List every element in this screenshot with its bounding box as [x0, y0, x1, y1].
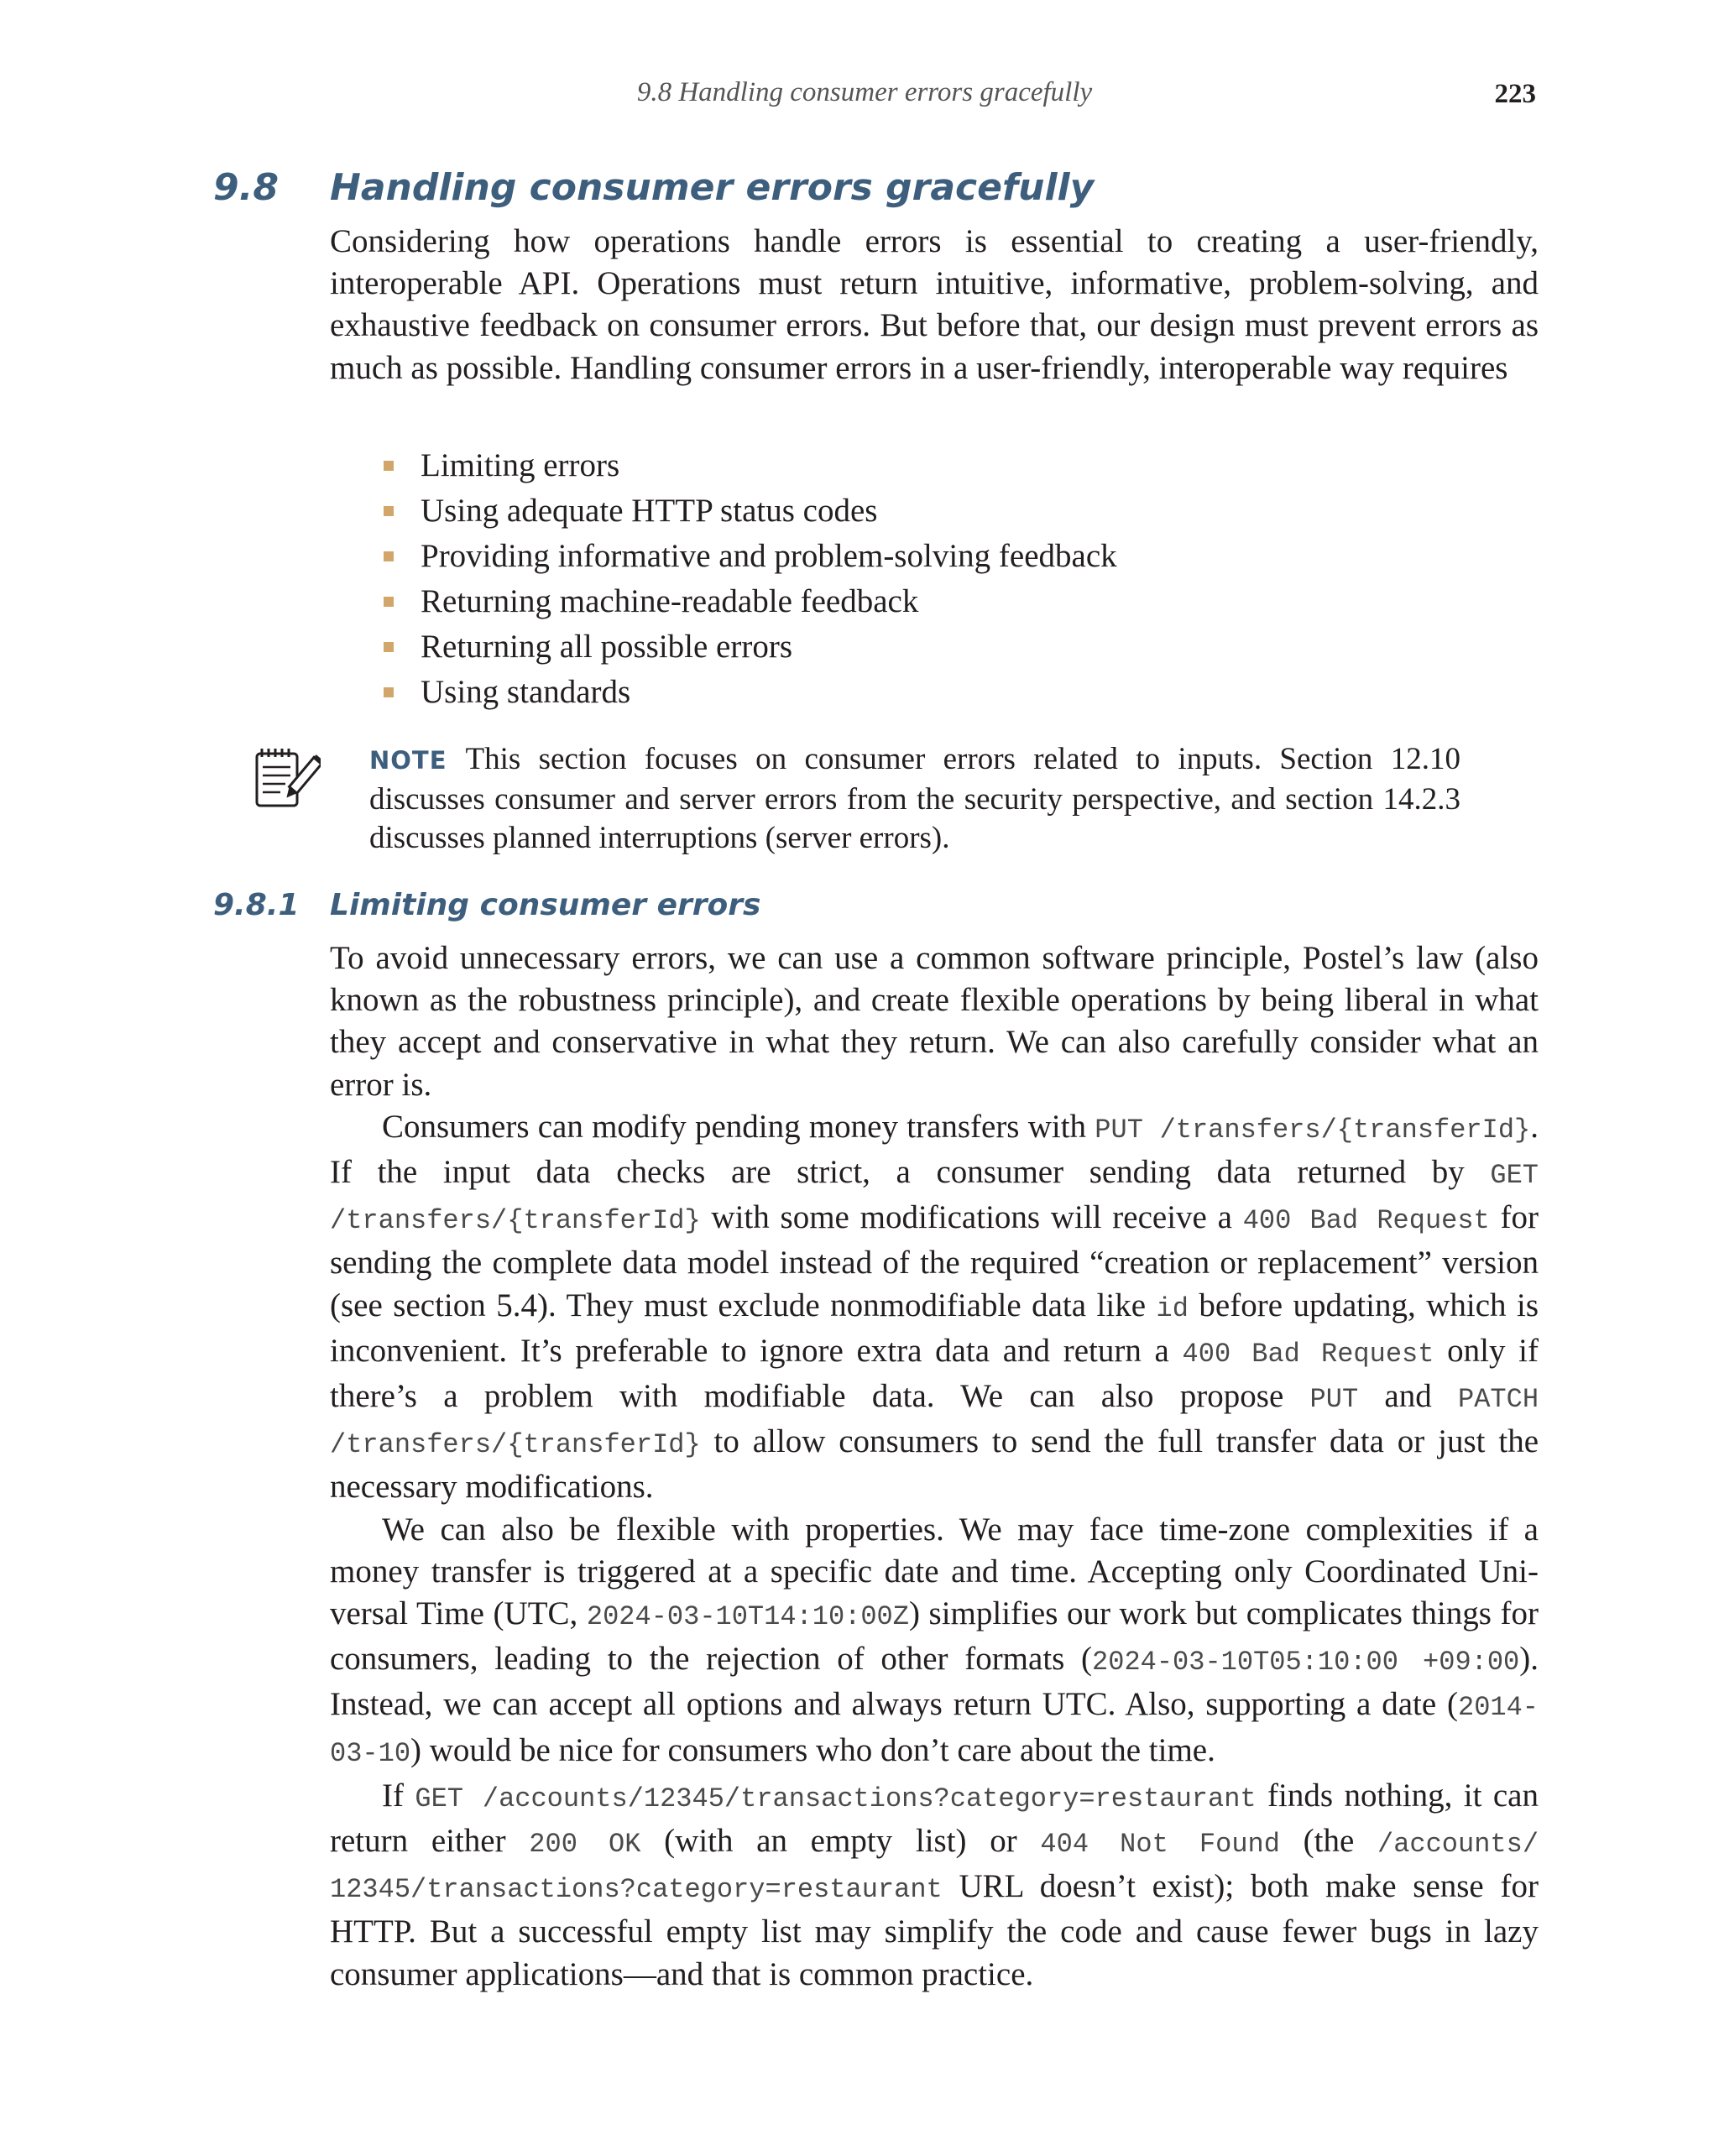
notepad-pencil-icon	[252, 744, 321, 812]
requirements-list	[375, 443, 1117, 715]
note-label: NOTE	[369, 746, 447, 775]
list-item: Limiting errors	[375, 443, 1117, 488]
list-item: Using standards	[375, 670, 1117, 715]
paragraph-put-transfers: Consumers can modify pending money transfers with PUT /transfers/{transferId}. If the input data checks are strict, a consumer sending data returned by GET /transfers/{transferId} with some modifications will receive a 400 Bad Request for sending the complete data model instead of the required “creation or replacement” version (see section 5.4). They must exclude nonmodifiable data like id before updating, which is inconvenient. It’s preferable to ignore extra data and return a 400 Bad Request only if there’s a problem with modifiable data. We can also propose PUT and PATCH /transfers/{transferId} to allow consumers to send the full transfer data or just the necessary modifications.	[330, 1108, 1539, 1506]
bullet-square-icon	[384, 687, 394, 697]
section-number: 9.8	[213, 166, 279, 209]
paragraph-postels-law: To avoid unnecessary errors, we can use a common software principle, Postel’s law (also known as the robustness principle), and create flexible operations by being liberal in what they accept and conservative in what they return. We can also carefully consider what an error is.	[330, 940, 1539, 1103]
bullet-square-icon	[384, 461, 394, 471]
page-number: 223	[1494, 79, 1536, 109]
list-item: Returning all possible errors	[375, 624, 1117, 670]
list-item: Returning machine-readable feedback	[375, 579, 1117, 624]
bullet-square-icon	[384, 597, 394, 607]
subsection-title: Limiting consumer errors	[330, 888, 761, 922]
bullet-square-icon	[384, 642, 394, 652]
subsection-number: 9.8.1	[213, 888, 300, 922]
running-head: 9.8 Handling consumer errors gracefully	[636, 77, 1093, 107]
note-text: This section focuses on consumer errors related to inputs. Section 12.10 discusses consumer and server errors from the security perspective, and section 14.2.3 discusses planned interruptions (server errors).	[369, 742, 1460, 855]
section-title: Handling consumer errors gracefully	[330, 166, 1095, 209]
subsection-body	[330, 937, 1539, 1996]
section-intro	[330, 221, 1539, 389]
list-item: Using adequate HTTP status codes	[375, 488, 1117, 534]
intro-paragraph: Considering how operations handle errors is essential to creating a user-friendly, interoperable API. Operations must return intuitive, informative, problem-solving, and exhaustive feedback on consumer errors. But before that, our design must prevent errors as much as possible. Handling consumer errors in a user-friendly, interoperable way requires	[330, 223, 1539, 386]
bullet-square-icon	[384, 551, 394, 561]
paragraph-time-zones: We can also be flexible with properties. We may face time-zone complexities if a money transfer is triggered at a specific date and time. Accepting only Coordinated Universal Time (UTC, 2024-03-10T14:10:00Z) simplifies our work but complicates things for consumers, leading to the rejection of other formats (2024-03-10T05:10:00 +09:00). Instead, we can accept all options and always return UTC. Also, supporting a date (2014-03-10) would be nice for consumers who don’t care about the time.	[330, 1511, 1539, 1769]
bullet-square-icon	[384, 506, 394, 516]
paragraph-empty-list: If GET /accounts/12345/transactions?category=restaurant finds nothing, it can return either 200 OK (with an empty list) or 404 Not Found (the /accounts/ 12345/transactions?category=restaurant URL doesn’t exist); both make sense for HTTP. But a successful empty list may simplify the code and cause fewer bugs in lazy consumer applications—and that is common practice.	[330, 1777, 1539, 1992]
list-item: Providing informative and problem-solving feedback	[375, 534, 1117, 579]
note-box	[369, 740, 1460, 859]
